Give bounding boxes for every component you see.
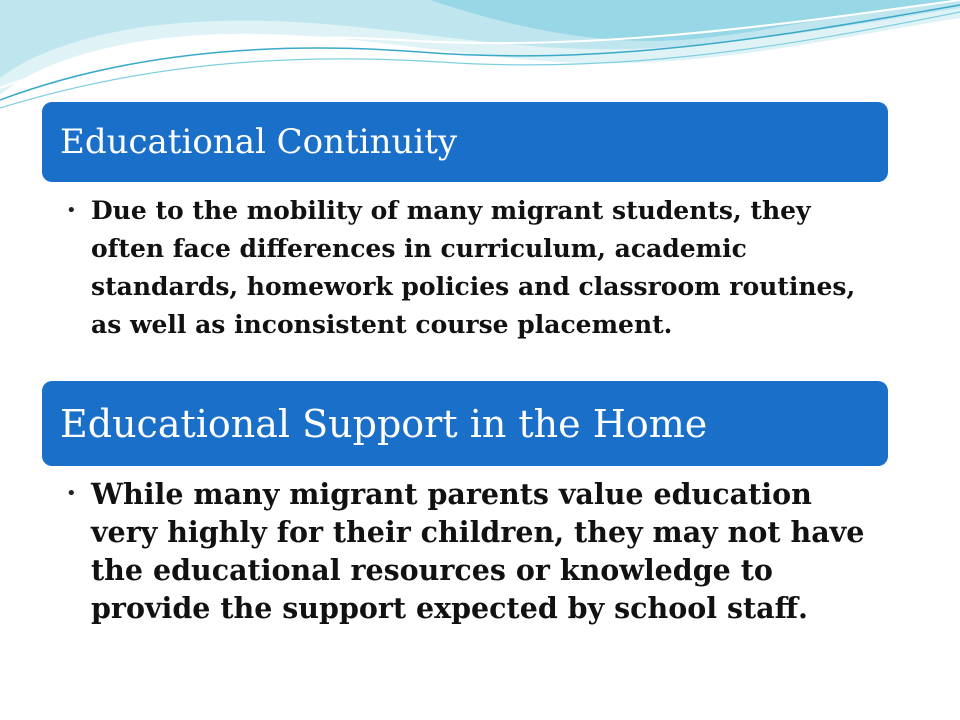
section-heading-educational-continuity xyxy=(42,102,888,182)
bullet-text: Due to the mobility of many migrant students, they often face differences in curriculum, academic standards, homework policies and classroom routines, as well as inconsistent course placement. xyxy=(91,196,856,339)
bullet-icon: • xyxy=(66,200,77,221)
bullet-item-support xyxy=(66,475,866,627)
bullet-item-continuity xyxy=(66,192,866,344)
section-heading-educational-support xyxy=(42,381,888,466)
bullet-icon: • xyxy=(66,483,77,504)
bullet-text: While many migrant parents value education very highly for their children, they may not have the educational resources or knowledge to provide the support expected by school staff. xyxy=(91,477,865,625)
section-heading-text: Educational Continuity xyxy=(60,122,458,162)
section-heading-text: Educational Support in the Home xyxy=(60,401,708,446)
